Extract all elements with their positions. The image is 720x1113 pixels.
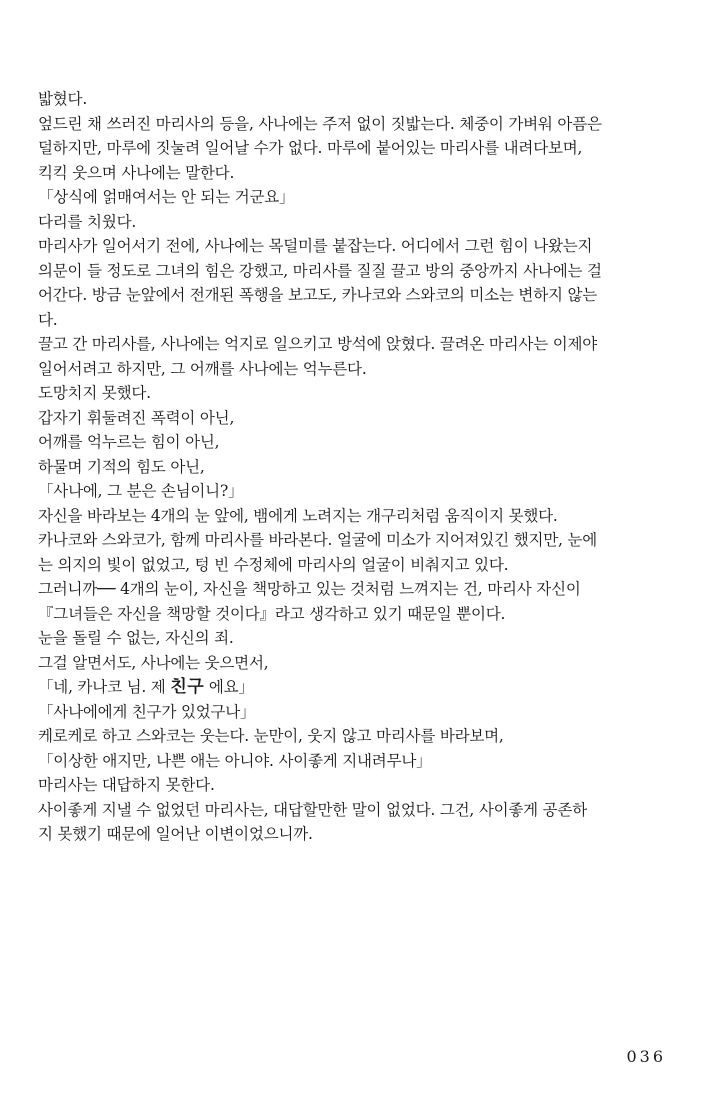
text-line: 카나코와 스와코가, 함께 마리사를 바라본다. 얼굴에 미소가 지어져있긴 했지만, 눈에 [38,531,598,549]
text-line: 끌고 간 마리사를, 사나에는 억지로 일으키고 방석에 앉혔다. 끌려온 마리사는 이제야 [38,335,598,353]
emphasis-line-before: 「네, 카나코 님. 제 [38,678,171,696]
text-line: 마리사는 대답하지 못한다. [38,776,215,794]
text-line: 도망치지 못했다. [38,384,151,402]
text-line: 「이상한 애지만, 나쁜 애는 아니야. 사이좋게 지내려무나」 [38,751,432,770]
body-text [38,87,683,847]
text-line: 「사나에에게 친구가 있었구나」 [38,702,256,721]
text-line: 덜하지만, 마루에 짓눌려 일어날 수가 없다. 마루에 붙어있는 마리사를 내려다보며, [38,139,583,157]
page-number: 036 [626,1047,666,1066]
text-line: 그걸 알면서도, 사나에는 웃으면서, [38,653,269,672]
text-line: 케로케로 하고 스와코는 웃는다. 눈만이, 웃지 않고 마리사를 바라보며, [38,727,504,745]
text-line: 밟혔다. [38,90,88,108]
text-line: 킥킥 웃으며 사나에는 말한다. [38,163,235,182]
text-line: 「상식에 얽매여서는 안 되는 거군요」 [38,188,295,206]
text-line: 의문이 들 정도로 그녀의 힘은 강했고, 마리사를 질질 끌고 방의 중앙까지 사나에는 걸 [38,261,602,280]
text-line: 자신을 바라보는 4개의 눈 앞에, 뱀에게 노려지는 개구리처럼 움직이지 못했다. [38,506,558,525]
text-line: 어간다. 방금 눈앞에서 전개된 폭행을 보고도, 카나코와 스와코의 미소는 변하지 않는 [38,286,598,304]
text-line: 그러니까── 4개의 눈이, 자신을 책망하고 있는 것처럼 느껴지는 건, 마리사 자신이 [38,580,581,598]
emphasized-word: 친구 [170,677,205,697]
text-line: 갑자기 휘둘려진 폭력이 아닌, [38,408,235,427]
text-line: 어깨를 억누르는 힘이 아닌, [38,433,220,451]
text-line: 눈을 돌릴 수 없는, 자신의 죄. [38,629,234,647]
text-line: 마리사가 일어서기 전에, 사나에는 목덜미를 붙잡는다. 어디에서 그런 힘이 나왔는지 [38,237,593,255]
text-line: 『그녀들은 자신을 책망할 것이다』라고 생각하고 있기 때문일 뿐이다. [38,604,506,623]
text-line: 엎드린 채 쓰러진 마리사의 등을, 사나에는 주저 없이 짓밟는다. 체중이 가벼워 아픔은 [38,114,602,133]
text-line: 지 못했기 때문에 일어난 이변이었으니까. [38,825,313,843]
text-line: 일어서려고 하지만, 그 어깨를 사나에는 억누른다. [38,359,367,378]
text-line: 하물며 기적의 힘도 아닌, [38,457,205,476]
text-line: 다. [38,310,58,329]
emphasis-text-line [38,675,683,700]
text-line: 「사나에, 그 분은 손님이니?」 [38,482,244,500]
emphasis-line-after: 에요」 [204,678,254,696]
text-line: 사이좋게 지낼 수 없었던 마리사는, 대답할만한 말이 없었다. 그건, 사이좋게 공존하 [38,800,587,819]
text-line: 다리를 치웠다. [38,212,137,231]
text-line: 는 의지의 빛이 없었고, 텅 빈 수정체에 마리사의 얼굴이 비춰지고 있다. [38,555,509,574]
